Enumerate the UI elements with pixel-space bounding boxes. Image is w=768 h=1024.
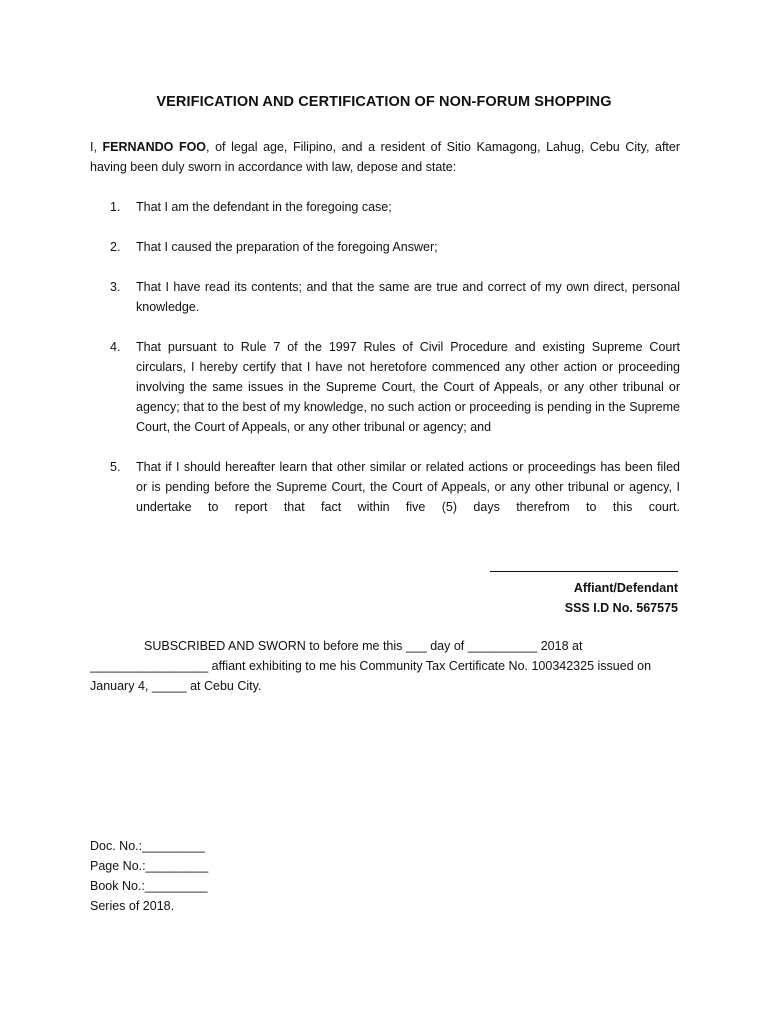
list-item [90,457,680,517]
signature-block [490,557,678,618]
list-item [90,277,680,317]
item-text: That I caused the preparation of the foregoing Answer; [136,240,438,254]
item-number: 2. [110,240,121,254]
series-year: Series of 2018. [90,899,175,913]
item-number: 1. [110,200,121,214]
intro-prefix: I, [90,140,103,154]
signature-line [490,557,678,572]
page-number: Page No.:_________ [90,859,209,873]
statements-list [90,197,680,537]
jurat-line-1: SUBSCRIBED AND SWORN to before me this ___ day of __________ 2018 at [144,639,583,653]
doc-number: Doc. No.:_________ [90,839,205,853]
item-text: That if I should hereafter learn that other similar or related actions or proceedings has been filed or is pending before the Supreme Court, the Court of Appeals, or any other tribunal or agency, I undertake to report that fact within five (5) days therefrom to this court. [136,460,680,514]
affiant-name: FERNANDO FOO [102,140,207,154]
item-text: That I have read its contents; and that the same are true and correct of my own direct, personal knowledge. [136,280,680,314]
jurat-line-3: January 4, _____ at Cebu City. [90,679,262,693]
list-item [90,197,680,217]
intro-paragraph [90,137,680,177]
signature-id: SSS I.D No. 567575 [564,601,678,615]
notary-register [90,836,208,916]
item-number: 4. [110,340,121,354]
intro-text: , of legal age, Filipino, and a resident of Sitio Kamagong, Lahug, Cebu City, after having been duly sworn in accordance with law, depose and state: [90,140,681,174]
list-item [90,337,680,437]
document-title: VERIFICATION AND CERTIFICATION OF NON-FORUM SHOPPING [156,94,612,110]
jurat-line-2: _________________ affiant exhibiting to me his Community Tax Certificate No. 100342325 issued on [90,659,652,673]
item-number: 3. [110,280,121,294]
signature-label: Affiant/Defendant [573,581,678,595]
list-item [90,237,680,257]
item-number: 5. [110,460,121,474]
item-text: That I am the defendant in the foregoing case; [136,200,392,214]
book-number: Book No.:_________ [90,879,208,893]
jurat-paragraph [90,636,680,696]
item-text: That pursuant to Rule 7 of the 1997 Rules of Civil Procedure and existing Supreme Court circulars, I hereby certify that I have not heretofore commenced any other action or proceeding involving the same issues in the Supreme Court, the Court of Appeals, or any other tribunal or agency; that to the best of my knowledge, no such action or proceeding is pending in the Supreme Court, the Court of Appeals, or any other tribunal or agency; and [136,340,680,434]
